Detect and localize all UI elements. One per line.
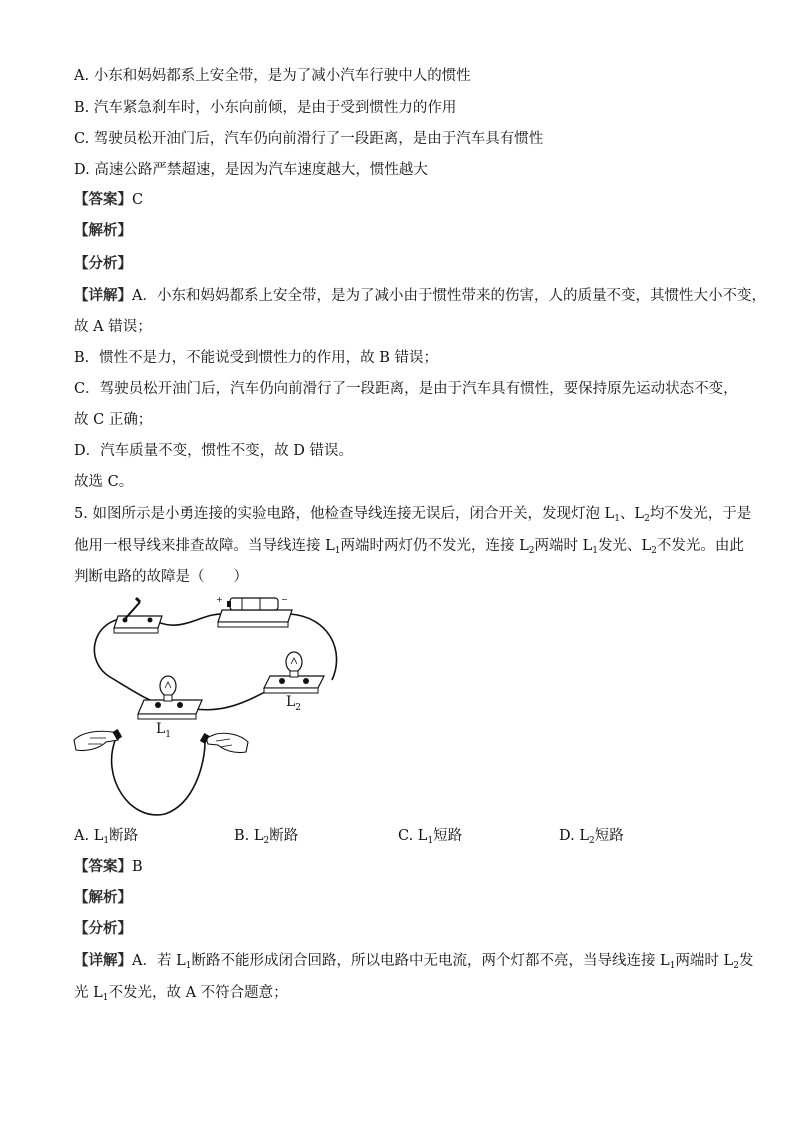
battery-minus-label: − bbox=[281, 595, 288, 604]
subscript: 1 bbox=[669, 961, 676, 971]
left-hand-icon bbox=[74, 729, 122, 750]
lamp-l2-label bbox=[286, 694, 301, 713]
detail-text: 断路不能形成闭合回路，所以电路中无电流，两个灯都不亮，当导线连接 L bbox=[191, 953, 670, 969]
detail-text: A．小东和妈妈都系上安全带，是为了减小由于惯性带来的伤害，人的质量不变，其惯性大小不变， bbox=[132, 288, 766, 304]
option-text: 断路 bbox=[269, 828, 299, 844]
lamp-label-sub: 1 bbox=[165, 730, 172, 740]
stem-text: 发光、L bbox=[597, 538, 652, 554]
detail-text: 不发光，故 A 不符合题意； bbox=[108, 985, 288, 1001]
q4-detail-a-line1 bbox=[74, 286, 766, 306]
option-sub: 2 bbox=[263, 836, 270, 846]
detail-tag: 【详解】 bbox=[74, 287, 132, 304]
q4-option-a: A. 小东和妈妈都系上安全带，是为了减小汽车行驶中人的惯性 bbox=[74, 68, 471, 84]
option-letter: A. bbox=[74, 828, 90, 844]
q5-stem-line2 bbox=[74, 536, 744, 556]
analysis-tag: 【解析】 bbox=[74, 889, 132, 906]
q4-detail-d: D．汽车质量不变，惯性不变，故 D 错误。 bbox=[74, 443, 353, 459]
subscript: 1 bbox=[614, 514, 620, 524]
q5-answer-line bbox=[74, 857, 143, 877]
q4-detail-b: B．惯性不是力，不能说受到惯性力的作用，故 B 错误； bbox=[74, 350, 439, 366]
subscript: 1 bbox=[102, 993, 109, 1003]
q4-option-d: D. 高速公路严禁超速，是因为汽车速度越大，惯性越大 bbox=[74, 162, 428, 178]
question-number: 5. bbox=[74, 506, 88, 522]
lamp-l1-label bbox=[156, 721, 171, 740]
battery bbox=[216, 595, 292, 627]
subscript: 2 bbox=[733, 961, 739, 971]
lamp-label-sub: 2 bbox=[295, 703, 302, 713]
option-pre: L bbox=[93, 828, 104, 844]
circuit-figure bbox=[70, 592, 370, 822]
option-pre: L bbox=[579, 828, 589, 844]
q5-option-d bbox=[559, 826, 624, 846]
battery-plus-label: + bbox=[216, 595, 223, 604]
option-letter: C. bbox=[398, 828, 414, 844]
subscript: 1 bbox=[185, 961, 192, 971]
q5-detail-line2 bbox=[74, 983, 288, 1003]
q4-conclusion: 故选 C。 bbox=[74, 474, 134, 490]
stem-text: 均不发光，于是 bbox=[649, 506, 752, 522]
option-sub: 1 bbox=[103, 836, 110, 846]
detail-tag: 【详解】 bbox=[74, 952, 132, 969]
subscript: 1 bbox=[334, 546, 341, 556]
detail-text: 两端时 L bbox=[675, 953, 734, 969]
option-pre: L bbox=[253, 828, 264, 844]
q4-answer-line bbox=[74, 190, 143, 210]
right-hand-icon bbox=[200, 733, 248, 752]
detail-text: A．若 L bbox=[132, 953, 186, 969]
analysis-tag: 【解析】 bbox=[74, 222, 132, 239]
fenxi-tag: 【分析】 bbox=[74, 255, 132, 272]
q4-detail-a-line2: 故 A 错误； bbox=[74, 319, 152, 335]
option-sub: 2 bbox=[588, 836, 595, 846]
lamp-l2 bbox=[264, 652, 324, 693]
lamp-l1 bbox=[138, 676, 202, 719]
q4-option-c: C. 驾驶员松开油门后，汽车仍向前滑行了一段距离，是由于汽车具有惯性 bbox=[74, 131, 544, 147]
option-letter: D. bbox=[559, 828, 575, 844]
option-sub: 1 bbox=[427, 836, 434, 846]
test-wire bbox=[112, 738, 205, 815]
lamp-label-letter: L bbox=[156, 721, 166, 737]
q5-option-c bbox=[398, 826, 462, 846]
stem-text: 不发光。由此 bbox=[656, 538, 744, 554]
subscript: 2 bbox=[528, 546, 535, 556]
q4-detail-c-line1: C．驾驶员松开油门后，汽车仍向前滑行了一段距离，是由于汽车具有惯性，要保持原先运动状态不变， bbox=[74, 381, 738, 397]
answer-value: B bbox=[132, 859, 143, 875]
lamp-label-letter: L bbox=[286, 694, 296, 710]
option-text: 短路 bbox=[433, 828, 463, 844]
stem-text: 如图所示是小勇连接的实验电路，他检查导线连接无误后，闭合开关，发现灯泡 L bbox=[92, 506, 615, 522]
q4-detail-c-line2: 故 C 正确； bbox=[74, 412, 153, 428]
answer-tag: 【答案】 bbox=[74, 858, 132, 875]
q4-option-b: B. 汽车紧急刹车时，小东向前倾，是由于受到惯性力的作用 bbox=[74, 100, 457, 116]
detail-text: 发 bbox=[738, 953, 754, 969]
q5-detail-line1 bbox=[74, 951, 753, 971]
answer-value: C bbox=[132, 192, 144, 208]
option-text: 断路 bbox=[109, 828, 139, 844]
q5-option-a bbox=[74, 826, 138, 846]
detail-text: 光 L bbox=[74, 985, 103, 1001]
q5-stem-line1 bbox=[74, 504, 751, 524]
switch bbox=[114, 598, 162, 633]
option-text: 短路 bbox=[594, 828, 624, 844]
q5-stem-line3: 判断电路的故障是（ ） bbox=[74, 569, 248, 585]
stem-text: 、L bbox=[619, 506, 645, 522]
q5-option-b bbox=[234, 826, 298, 846]
fenxi-tag: 【分析】 bbox=[74, 920, 132, 937]
stem-text: 两端时两灯仍不发光，连接 L bbox=[340, 538, 529, 554]
stem-text: 两端时 L bbox=[534, 538, 593, 554]
subscript: 2 bbox=[651, 546, 657, 556]
answer-tag: 【答案】 bbox=[74, 191, 132, 208]
option-pre: L bbox=[417, 828, 428, 844]
stem-text: 他用一根导线来排查故障。当导线连接 L bbox=[74, 538, 335, 554]
subscript: 1 bbox=[592, 546, 598, 556]
option-letter: B. bbox=[234, 828, 250, 844]
subscript: 2 bbox=[644, 514, 650, 524]
